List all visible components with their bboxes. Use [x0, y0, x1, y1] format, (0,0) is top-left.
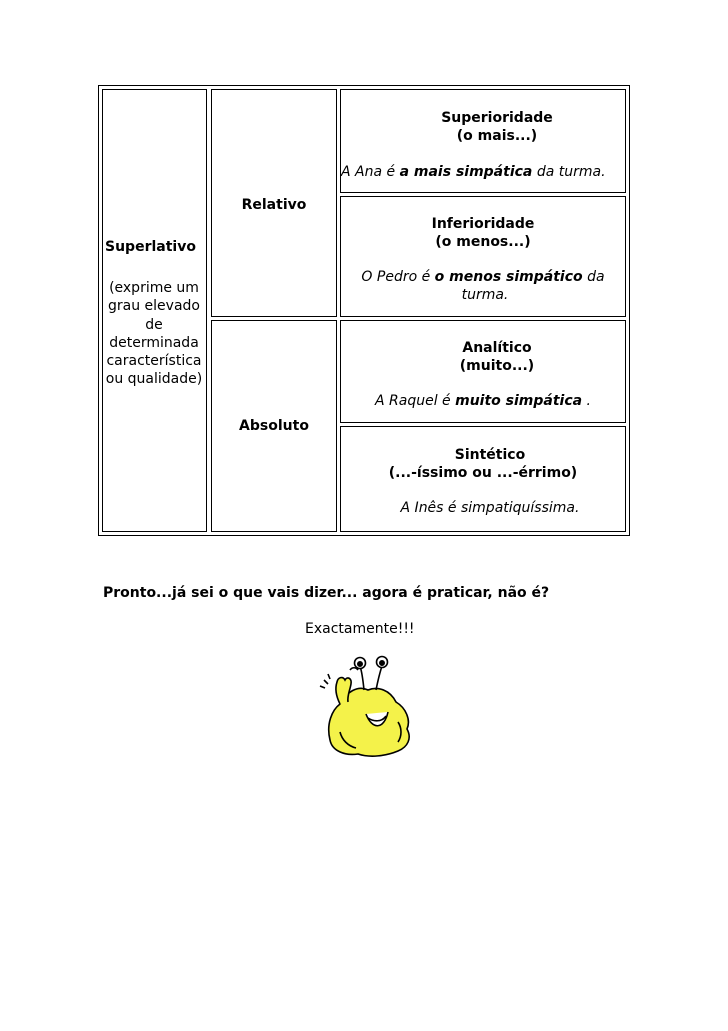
example-text: A Raquel é [375, 393, 456, 409]
analitico-sub: (muito...) [459, 358, 535, 374]
example-text: . [582, 393, 591, 409]
superlativo-desc-line: grau elevado [108, 298, 200, 315]
example-emphasis: o menos simpático [434, 269, 583, 285]
relativo-label: Relativo [241, 197, 307, 213]
superioridade-example [341, 163, 606, 181]
example-emphasis: muito simpática [455, 393, 583, 409]
sintetico-example: A Inês é simpatiquíssima. [400, 500, 580, 516]
superlativo-desc-line: característica [106, 353, 202, 370]
superlativo-desc-line: de [145, 316, 163, 333]
absoluto-label: Absoluto [239, 418, 309, 434]
inferioridade-example-line2: turma. [461, 287, 509, 303]
superlativo-desc-line: determinada [109, 334, 199, 351]
superioridade-sub: (o mais...) [456, 128, 538, 144]
superioridade-title: Superioridade [441, 110, 553, 126]
inferioridade-sub: (o menos...) [435, 234, 531, 250]
example-text: A Ana é [341, 164, 400, 180]
analitico-example [340, 392, 626, 410]
example-text: da turma. [532, 164, 606, 180]
superlativo-desc-line: (exprime um [109, 280, 199, 296]
sintetico-sub: (...-íssimo ou ...-érrimo) [388, 465, 578, 481]
question-text: Pronto...já sei o que vais dizer... agora é praticar, não é? [103, 585, 550, 601]
example-emphasis: a mais simpática [399, 164, 533, 180]
inferioridade-example [340, 268, 626, 286]
analitico-title: Analítico [462, 340, 532, 356]
answer-text: Exactamente!!! [305, 621, 415, 637]
superlativo-title: Superlativo [105, 239, 196, 255]
example-text: O Pedro é [361, 269, 435, 285]
example-text: da [582, 269, 605, 285]
sintetico-title: Sintético [454, 447, 526, 463]
superlativo-description [98, 279, 210, 389]
superlativo-desc-line: ou qualidade) [105, 371, 203, 388]
yellow-blob-cartoon-icon [310, 652, 420, 762]
inferioridade-title: Inferioridade [431, 216, 535, 232]
